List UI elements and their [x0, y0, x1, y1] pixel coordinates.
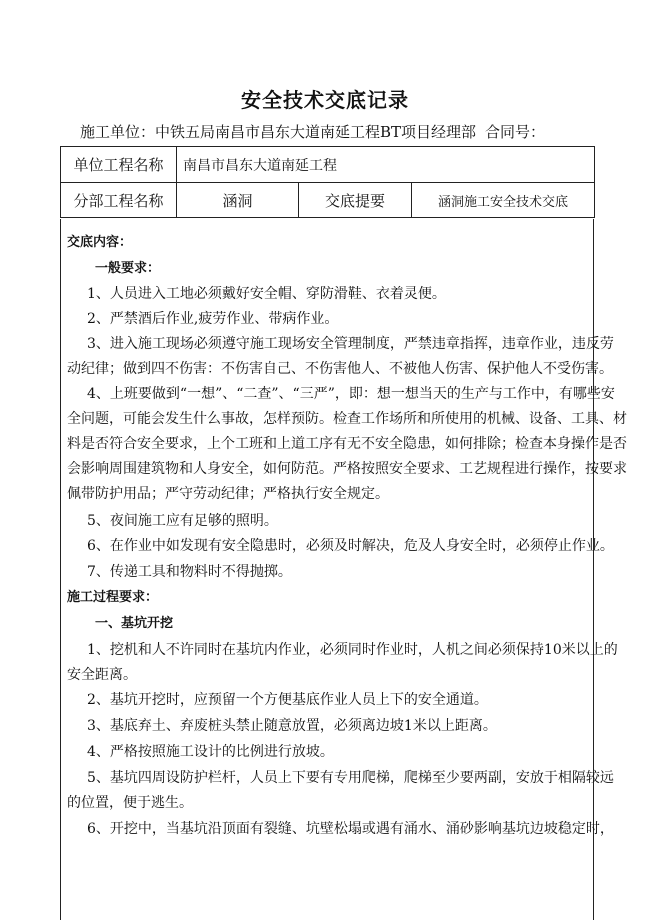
unit-project-row [61, 147, 595, 183]
pit-item-3: 3、基底弃土、弃废桩头禁止随意放置，必须离边坡1米以上距离。 [87, 718, 497, 734]
pit-item-2: 2、基坑开挖时，应预留一个方便基底作业人员上下的安全通道。 [87, 692, 488, 708]
summary-label: 交底提要 [299, 183, 412, 218]
general-item-3-line-1: 3、进入施工现场必须遵守施工现场安全管理制度，严禁违章指挥，违章作业，违反劳 [87, 336, 614, 352]
summary-value: 涵洞施工安全技术交底 [412, 183, 595, 218]
sub-project-row [61, 183, 595, 218]
pit-heading: 一、基坑开挖 [95, 616, 174, 631]
process-heading: 施工过程要求： [67, 590, 159, 605]
general-heading: 一般要求： [95, 261, 161, 276]
pit-item-5-line-2: 的位置，便于逃生。 [67, 795, 193, 811]
general-item-1: 1、人员进入工地必须戴好安全帽、穿防滑鞋、衣着灵便。 [87, 286, 446, 302]
general-item-4-line-5: 佩带防护用品；严守劳动纪律；严格执行安全规定。 [67, 486, 389, 502]
unit-project-label: 单位工程名称 [61, 147, 177, 183]
general-item-3-line-2: 动纪律；做到四不伤害：不伤害自己、不伤害他人、不被他人伤害、保护他人不受伤害。 [67, 361, 613, 377]
pit-item-6-line-1: 6、开挖中，当基坑沿顶面有裂缝、坑壁松塌或遇有涌水、涌砂影响基坑边坡稳定时， [87, 821, 614, 837]
unit-project-value: 南昌市昌东大道南延工程 [177, 147, 595, 183]
sub-project-label: 分部工程名称 [61, 183, 177, 218]
pit-item-5-line-1: 5、基坑四周设防护栏杆，人员上下要有专用爬梯，爬梯至少要两副，安放于相隔较远 [87, 770, 614, 786]
general-item-6: 6、在作业中如发现有安全隐患时，必须及时解决，危及人身安全时，必须停止作业。 [87, 538, 614, 554]
general-item-4-line-3: 料是否符合安全要求，上个工班和上道工序有无不安全隐患，如何排除；检查本身操作是否 [67, 436, 627, 452]
general-item-5: 5、夜间施工应有足够的照明。 [87, 513, 278, 529]
pit-item-1-line-2: 安全距离。 [67, 667, 137, 683]
header-table [60, 146, 595, 218]
general-item-4-line-2: 全问题，可能会发生什么事故，怎样预防。检查工作场所和所使用的机械、设备、工具、材 [67, 411, 627, 427]
general-item-2: 2、严禁酒后作业,疲劳作业、带病作业。 [87, 311, 339, 327]
general-item-4-line-1: 4、上班要做到“一想”、“二查”、“三严”，即：想一想当天的生产与工作中，有哪些安 [87, 386, 615, 402]
construction-unit: 施工单位：中铁五局南昌市昌东大道南延工程BT项目经理部 [80, 123, 477, 141]
content-section [60, 219, 627, 920]
pit-item-4: 4、严格按照施工设计的比例进行放坡。 [87, 744, 334, 760]
contract-number: 合同号： [485, 123, 546, 141]
content-heading: 交底内容： [67, 235, 133, 250]
pit-item-1-line-1: 1、挖机和人不许同时在基坑内作业，必须同时作业时，人机之间必须保持10米以上的 [87, 642, 618, 658]
general-item-7: 7、传递工具和物料时不得抛掷。 [87, 564, 292, 580]
sub-project-value: 涵洞 [177, 183, 299, 218]
document-title: 安全技术交底记录 [241, 88, 409, 112]
general-item-4-line-4: 会影响周围建筑物和人身安全，如何防范。严格按照安全要求、工艺规程进行操作，按要求 [67, 461, 627, 477]
